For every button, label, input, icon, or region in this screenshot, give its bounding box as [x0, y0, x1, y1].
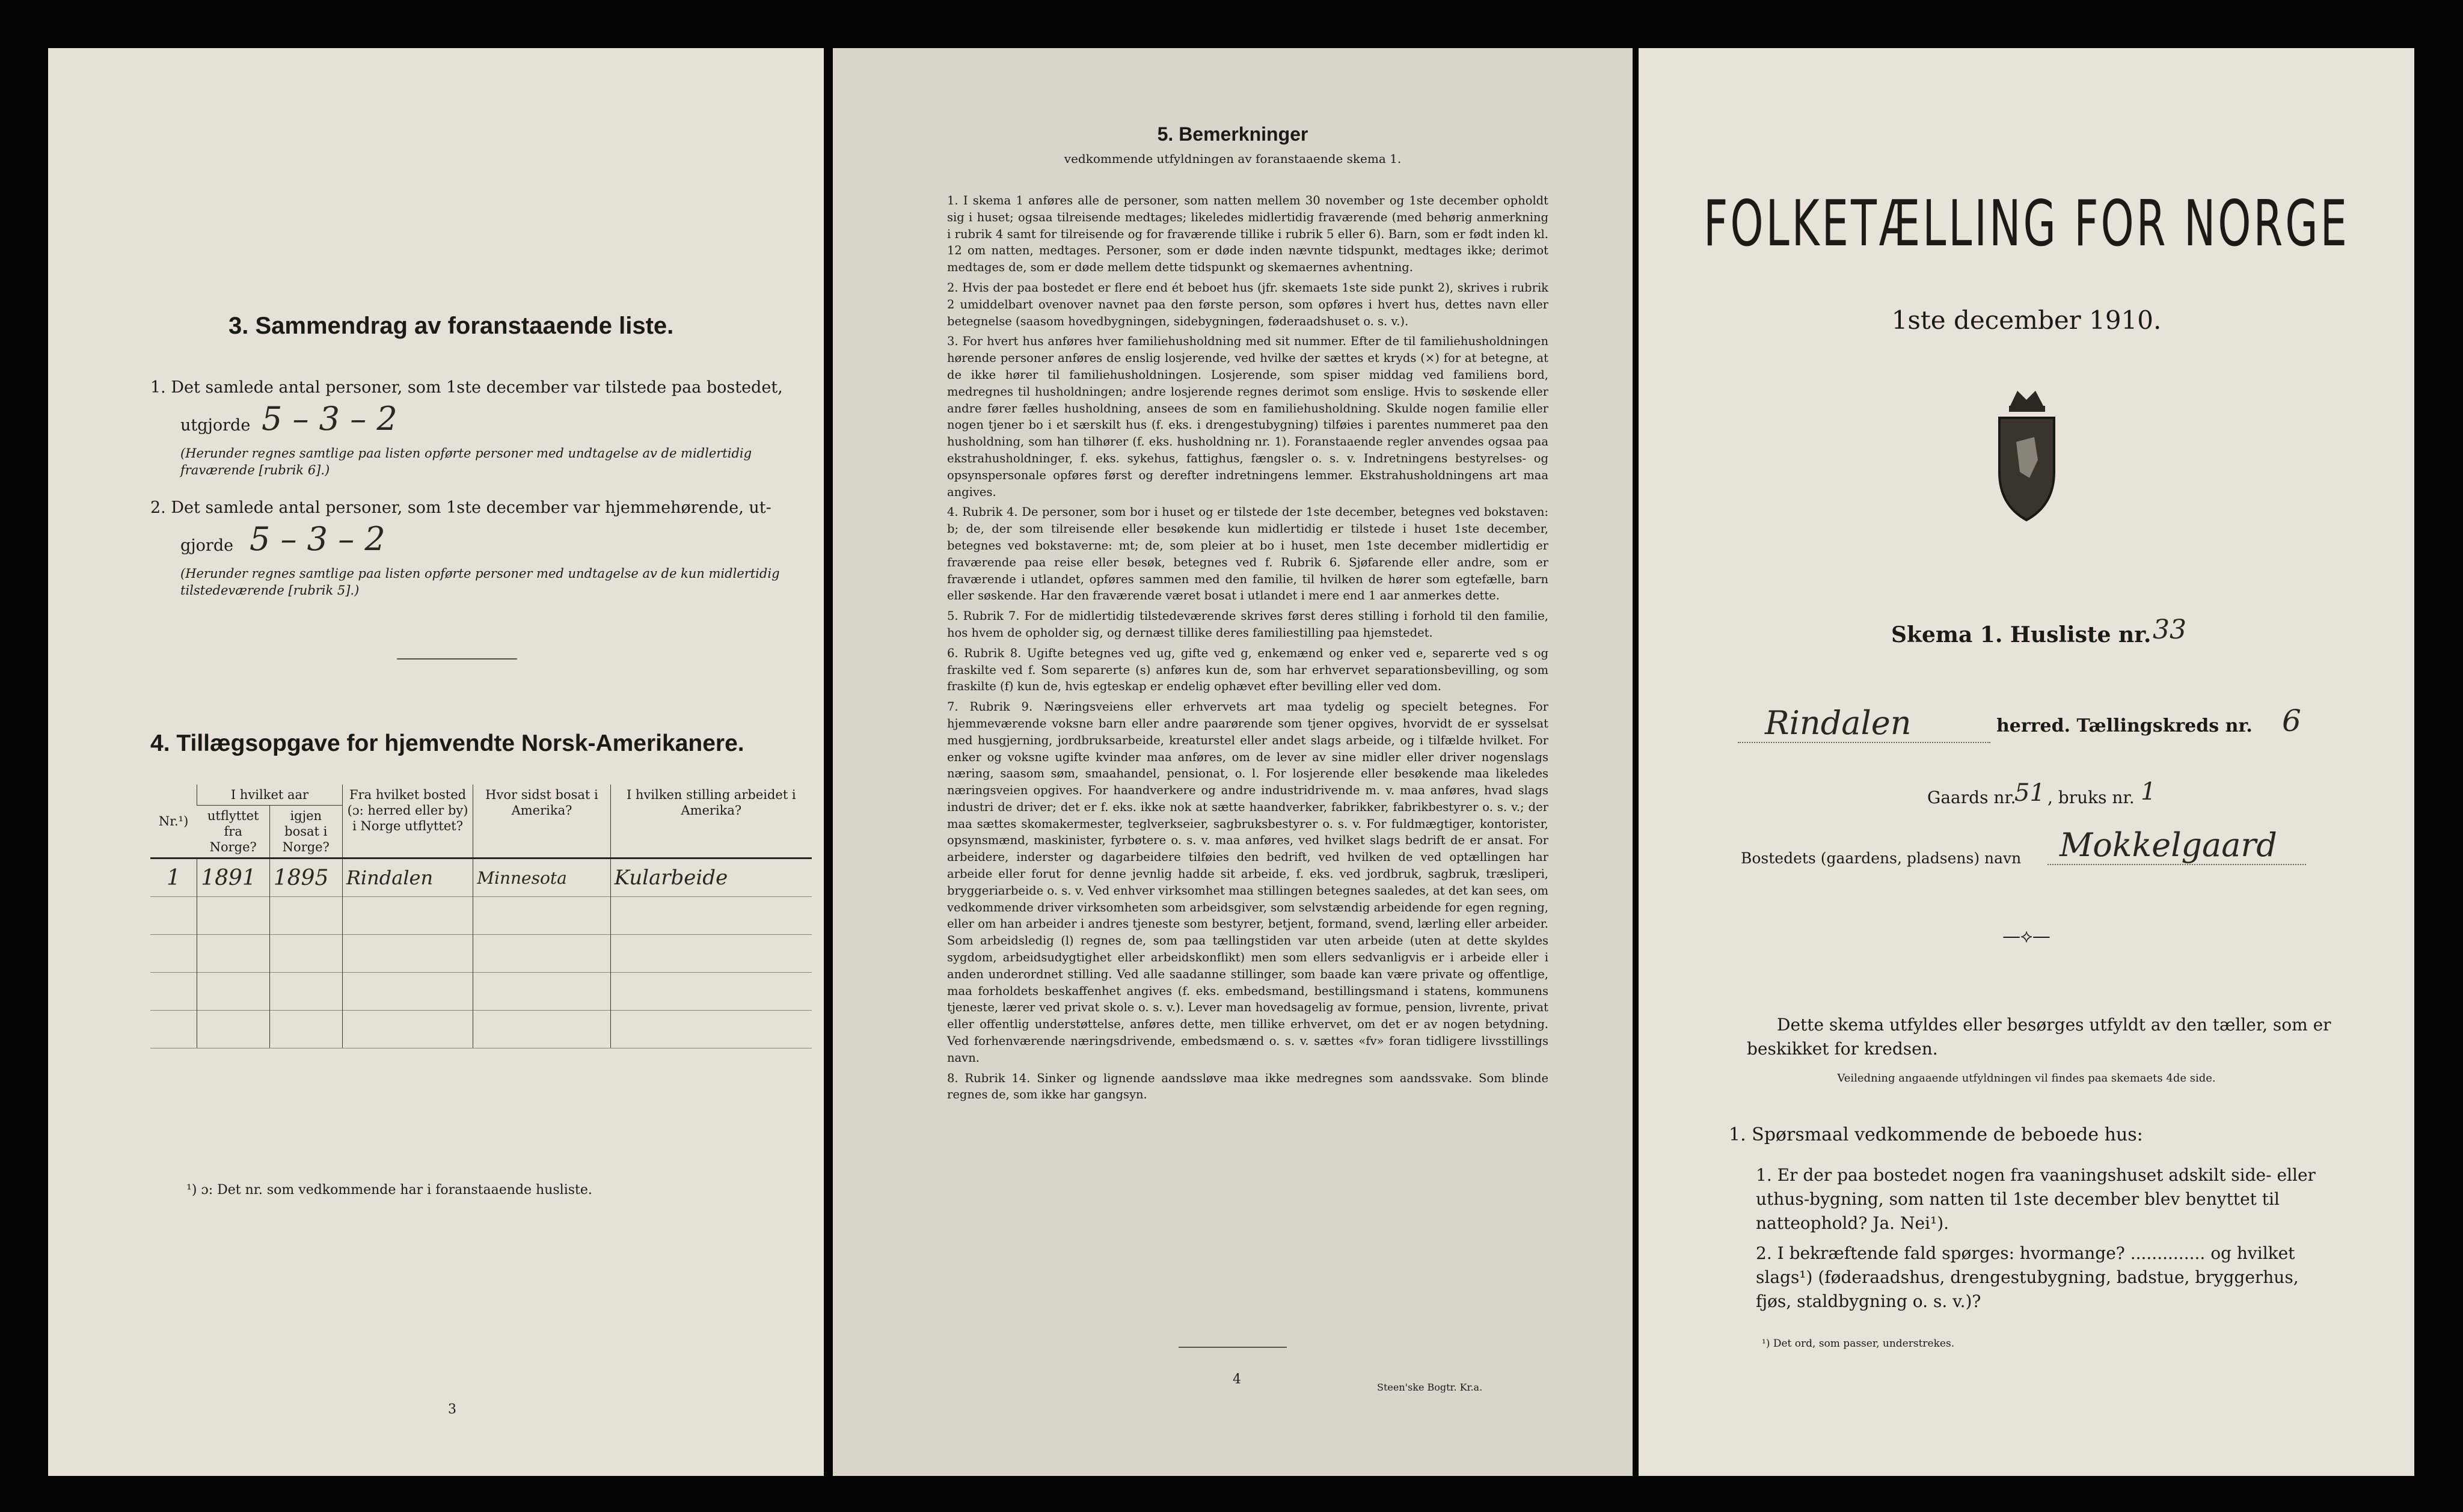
item2-value: 5 – 3 – 2: [250, 520, 385, 558]
cell-hvor: Minnesota: [473, 859, 610, 897]
question-heading: 1. Spørsmaal vedkommende de beboede hus:: [1729, 1124, 2143, 1145]
kreds-number: 6: [2282, 703, 2301, 738]
footnote: ¹) ɔ: Det nr. som vedkommende har i foranstaaende husliste.: [186, 1183, 592, 1198]
remarks-title: 5. Bemerkninger: [1157, 123, 1308, 145]
table-row: [150, 897, 812, 935]
col-igjen: igjen bosat i Norge?: [269, 806, 342, 859]
gaards-label: Gaards nr.: [1927, 788, 2016, 807]
col-nr: Nr.¹): [150, 785, 197, 859]
page-number: 4: [1233, 1372, 1241, 1387]
page-right: [1639, 48, 2414, 1476]
divider: [1179, 1347, 1287, 1348]
col-hvor: Hvor sidst bosat i Amerika?: [473, 785, 610, 859]
printer-mark: Steen'ske Bogtr. Kr.a.: [1377, 1382, 1483, 1393]
cell-fra: Rindalen: [342, 859, 473, 897]
norway-coat-of-arms-icon: [1992, 382, 2061, 523]
col-utflyttet: utflyttet fra Norge?: [197, 806, 270, 859]
item1-utgjorde: utgjorde: [180, 416, 251, 435]
item1-note: (Herunder regnes samtlige paa listen opførte personer med undtagelse av de midlertidig fraværende [rubrik 6].): [180, 446, 752, 477]
bruks-number: 1: [2141, 778, 2156, 806]
instruction-small: Veiledning angaaende utfyldningen vil findes paa skemaets 4de side.: [1837, 1072, 2216, 1085]
norsk-amerikanere-table: [150, 785, 812, 1048]
page-number: 3: [448, 1402, 456, 1417]
item1-value: 5 – 3 – 2: [262, 400, 397, 438]
remark-7: 7. Rubrik 9. Næringsveiens eller erhvervets art maa tydelig og specielt betegnes. For hjemmeværende voksne barn eller andre paarørende som tjener opgives, hvorvidt de er sysselsat med husgjerning, jordbruksarbeide, kreaturstel eller andet slags arbeide, og i tilfælde hvilket. For enker og voksne ugifte kvinder maa anføres, om de lever av sine midler eller driver nogenslags næring, saasom søm, smaahandel, pensionat, o. l. For losjerende eller besøkende maa likeledes næringsveien opgives. For haandverkere og andre industridrivende m. v. maa anføres, hvad slags industri de driver; det er f. eks. ikke nok at sætte haandverker, fabrikker, fabrikbestyrer o. s. v.; der maa sættes skomakermester, teglverkseier, sagbruksbestyrer o. s. v. For fuldmægtiger, kontorister, opsynsmænd, maskinister, fyrbøtere o. s. v. maa anføres, ved hvilket slags bedrift de er ansat. For arbeidere, inderster og dagarbeidere tilføies den bedrift, ved hvilken de ved optællingen har arbeide eller forut for denne jevnlig hadde sit arbeide, f. eks. ved jordbruk, sagbruk, træsliperi, bryggeriarbeide o. s. v. Ved enhver virksomhet maa stillingen betegnes saaledes, at det kan sees, om vedkommende driver virksomheten som arbeidsgiver, som selvstændig arbeidende for egen regning, eller om han arbeider i andres tjeneste som bestyrer, betjent, formand, svend, lærling eller arbeider. Som arbeidsledig (l) regnes de, som paa tællingstiden var uten arbeide (uten at dette skyldes sygdom, arbeidsudygtighet eller arbeidskonflikt) men som ellers sedvanligvis er i arbeide eller i anden underordnet stilling. Ved alle saadanne stillinger, som baade kan være private og offentlige, maa forholdets beskaffenhet angives (f. eks. embedsmand, bestillingsmand i statens, kommunens tjeneste, lærer ved privat skole o. s. v.). Lever man hovedsagelig av formue, pension, livrente, privat eller offentlig understøttelse, anføres dette, men tillike erhvervet, om det er av nogen betydning. Ved forhenværende næringsdrivende, embedsmænd o. s. v. sættes «fv» foran tidligere livsstillings navn.: [947, 700, 1548, 1065]
remark-2: 2. Hvis der paa bostedet er flere end ét beboet hus (jfr. skemaets 1ste side punkt 2), skrives i rubrik 2 umiddelbart ovenover navnet paa den første person, som opføres i hvert hus, dettes navn eller betegnelse (saasom hovedbygningen, sidebygningen, føderaadshuset o. s. v.).: [947, 280, 1548, 328]
cell-igjen: 1895: [269, 859, 342, 897]
remark-5: 5. Rubrik 7. For de midlertidig tilstedeværende skrives først deres stilling i forhold til den familie, hos hvem de opholder sig, og dernæst tillike deres familiestilling paa hjemstedet.: [947, 609, 1548, 640]
remark-8: 8. Rubrik 14. Sinker og lignende aandssløve maa ikke medregnes som aandssvake. Som blinde regnes de, som ikke har gangsyn.: [947, 1071, 1548, 1102]
remark-3: 3. For hvert hus anføres hver familiehusholdning med sit nummer. Efter de til familiehusholdningen hørende personer anføres de enslig losjerende, ved hvilke der sættes et kryds (×) for at betegne, at de ikke hører til familiehusholdningen. Losjerende, som spiser middag ved familiens bord, medregnes til husholdningen; andre losjerende regnes derimot som enslige. Hvis to søskende eller andre fører fælles husholdning, ansees de som en familiehusholdning. Skulde nogen familie eller nogen tjener bo i et særskilt hus (f. eks. i drengestubygning) tilføies i parentes nummeret paa den husholdning, som han tilhører (f. eks. husholdning nr. 1). Foranstaaende regler anvendes ogsaa paa ekstrahusholdninger, f. eks. sykehus, fattighus, fængsler o. s. v. Indretningens bestyrelses- og opsynspersonale opføres først og derefter indretningens lemmer. Ekstrahusholdningens art maa angives.: [947, 334, 1548, 499]
schema-number: 33: [2153, 614, 2186, 645]
section4-title: 4. Tillægsopgave for hjemvendte Norsk-Amerikanere.: [150, 730, 744, 756]
question-2: 2. I bekræftende fald spørges: hvormange? .............. og hvilket slags¹) (føderaadshus, drengestubygning, badstue, bryggerhus, fjøs, staldbygning o. s. v.)?: [1756, 1243, 2299, 1311]
bosted-name: Mokkelgaard: [2047, 827, 2306, 865]
remark-4: 4. Rubrik 4. De personer, som bor i huset og er tilstede der 1ste december, betegnes ved bokstaven: b; de, der som tilreisende eller besøkende kun midlertidig er tilstede i huset 1ste december, betegnes ved bokstaverne: mt; de, som pleier at bo i huset, men 1ste december midlertidig er fraværende paa reise eller besøk, betegnes ved f. Rubrik 6. Sjøfarende eller andre, som er fraværende i utlandet, opføres sammen med den familie, til hvilken de hører som egtefælle, barn eller søskende. Har den fraværende været bosat i utlandet i mere end 1 aar anmerkes dette.: [947, 505, 1548, 603]
schema-label: Skema 1. Husliste nr.: [1891, 622, 2152, 647]
cell-utflyttet: 1891: [197, 859, 270, 897]
col-group-year: I hvilket aar: [197, 785, 343, 806]
bruks-label: , bruks nr.: [2047, 788, 2135, 807]
cell-nr: 1: [150, 859, 197, 897]
divider: [397, 658, 517, 660]
census-date: 1ste december 1910.: [1891, 305, 2162, 335]
footnote: ¹) Det ord, som passer, understrekes.: [1762, 1338, 1955, 1350]
table-row: [150, 859, 812, 897]
gaards-number: 51: [2014, 779, 2045, 807]
table-row: [150, 1011, 812, 1048]
remark-1: 1. I skema 1 anføres alle de personer, som natten mellem 30 november og 1ste december opholdt sig i huset; ogsaa tilreisende medtages; likeledes midlertidig fraværende (med behørig anmerkning i rubrik 4 samt for tilreisende og for fraværende tillike i rubrik 5 eller 6). Barn, som er født inden kl. 12 om natten, medtages. Personer, som er døde inden nævnte tidspunkt, medtages ikke; derimot medtages de, som er døde mellem dette tidspunkt og skemaernes avhentning.: [947, 194, 1548, 275]
item2-text: 2. Det samlede antal personer, som 1ste december var hjemmehørende, ut-: [150, 498, 771, 517]
bosted-label: Bostedets (gaardens, pladsens) navn: [1741, 849, 2022, 867]
table-row: [150, 973, 812, 1011]
col-stilling: I hvilken stilling arbeidet i Amerika?: [610, 785, 812, 859]
ornament-divider: —⟡—: [2002, 926, 2050, 947]
table-row: [150, 935, 812, 973]
section3-title: 3. Sammendrag av foranstaaende liste.: [229, 313, 674, 339]
question-1: 1. Er der paa bostedet nogen fra vaaningshuset adskilt side- eller uthus-bygning, som natten til 1ste december blev benyttet til natteophold? Ja. Nei¹).: [1756, 1165, 2316, 1233]
census-title: FOLKETÆLLING FOR NORGE: [1703, 188, 2349, 261]
page-middle: [833, 48, 1633, 1476]
remarks-list: [947, 192, 1548, 1107]
herred-label: herred. Tællingskreds nr.: [1996, 715, 2253, 736]
item2-utgjorde: gjorde: [180, 536, 234, 555]
cell-stilling: Kularbeide: [610, 859, 812, 897]
item1-text: 1. Det samlede antal personer, som 1ste december var tilstede paa bostedet,: [150, 378, 783, 397]
remark-6: 6. Rubrik 8. Ugifte betegnes ved ug, gifte ved g, enkemænd og enker ved e, separerte ved s og fraskilte ved f. Som separerte (s) anføres kun de, som har erhvervet separationsbevilling, og som fraskilte (f) kun de, hvis egteskap er endelig ophævet efter bevilling eller ved dom.: [947, 646, 1548, 694]
remarks-subtitle: vedkommende utfyldningen av foranstaaende skema 1.: [1064, 152, 1402, 166]
col-fra: Fra hvilket bosted (ɔ: herred eller by) i Norge utflyttet?: [342, 785, 473, 859]
herred-field: Rindalen: [1738, 705, 1990, 743]
item2-note: (Herunder regnes samtlige paa listen opførte personer med undtagelse av de kun midlertidig tilstedeværende [rubrik 5].): [180, 566, 780, 598]
page-left: [48, 48, 824, 1476]
instruction-text: Dette skema utfyldes eller besørges utfyldt av den tæller, som er beskikket for kredsen.: [1747, 1015, 2331, 1059]
